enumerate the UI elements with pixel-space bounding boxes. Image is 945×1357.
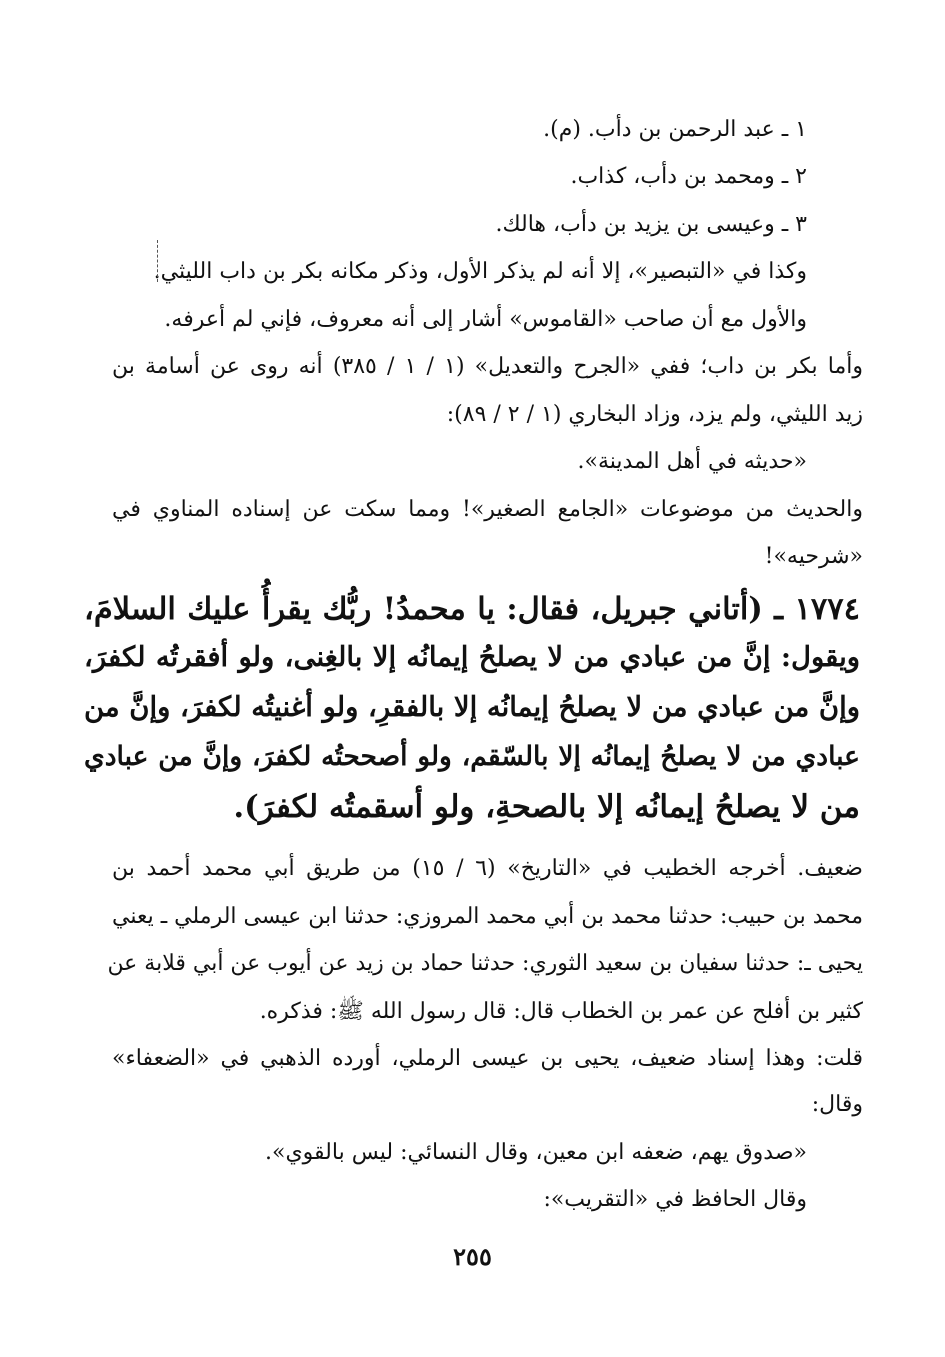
body-text-line: وكذا في «التبصير»، إلا أنه لم يذكر الأول، وذكر مكانه بكر بن داب الليثي. — [153, 259, 807, 284]
commentary-line: وقال الحافظ في «التقريب»: — [543, 1187, 807, 1212]
hadith-text-line: وإنَّ من عبادي من لا يصلحُ إيمانُه إلا بالفقرِ، ولو أغنيتُه لكفرَ، وإنَّ من — [84, 691, 860, 723]
hadith-text-line: ويقول: إنَّ من عبادي من لا يصلحُ إيمانُه إلا بالغِنى، ولو أفقرتُه لكفرَ، — [84, 641, 860, 673]
page-number: ٢٥٥ — [453, 1242, 492, 1271]
body-text-line: والأول مع أن صاحب «القاموس» أشار إلى أنه معروف، فإني لم أعرفه. — [164, 307, 807, 332]
body-text-line: والحديث من موضوعات «الجامع الصغير»! ومما سكت عن إسناده المناوي في — [112, 497, 863, 522]
narrator-list-item-3: ٣ ـ وعيسى بن يزيد بن دأب، هالك. — [495, 212, 807, 237]
commentary-line: وقال: — [811, 1092, 863, 1117]
hadith-text-line: ١٧٧٤ ـ (أتاني جبريل، فقال: يا محمدُ! ربُّك يقرأُ عليك السلامَ، — [84, 591, 860, 627]
commentary-line: محمد بن حبيب: حدثنا محمد بن أبي محمد المروزي: حدثنا ابن عيسى الرملي ـ يعني — [112, 904, 863, 929]
body-text-line: وأما بكر بن داب؛ ففي «الجرح والتعديل» (١ / ١ / ٣٨٥) أنه روى عن أسامة بن — [112, 354, 863, 379]
quote-line: «حديثه في أهل المدينة». — [577, 449, 807, 474]
commentary-line: يحيى ـ: حدثنا سفيان بن سعيد الثوري: حدثنا حماد بن زيد عن أيوب عن أبي قلابة عن — [107, 951, 863, 976]
quote-line: «صدوق يهم، ضعفه ابن معين، وقال النسائي: ليس بالقوي». — [265, 1140, 807, 1165]
body-text-line: «شرحيه»! — [764, 544, 863, 569]
margin-mark — [157, 240, 158, 282]
commentary-line: قلت: وهذا إسناد ضعيف، يحيى بن عيسى الرملي، أورده الذهبي في «الضعفاء» — [112, 1046, 863, 1071]
hadith-text-line: من لا يصلحُ إيمانُه إلا بالصحةِ، ولو أسقمتُه لكفرَ). — [233, 789, 860, 825]
body-text-line: زيد الليثي، ولم يزد، وزاد البخاري (١ / ٢ / ٨٩): — [446, 402, 863, 427]
commentary-line: ضعيف. أخرجه الخطيب في «التاريخ» (٦ / ١٥) من طريق أبي محمد أحمد بن — [112, 856, 863, 881]
narrator-list-item-1: ١ ـ عبد الرحمن بن دأب. (م). — [543, 117, 807, 142]
hadith-text-line: عبادي من لا يصلحُ إيمانُه إلا بالسّقم، ولو أصححتُه لكفرَ، وإنَّ من عبادي — [84, 741, 860, 772]
commentary-line: كثير بن أفلح عن عمر بن الخطاب قال: قال رسول الله ﷺ: فذكره. — [259, 999, 863, 1024]
narrator-list-item-2: ٢ ـ ومحمد بن دأب، كذاب. — [570, 164, 807, 189]
